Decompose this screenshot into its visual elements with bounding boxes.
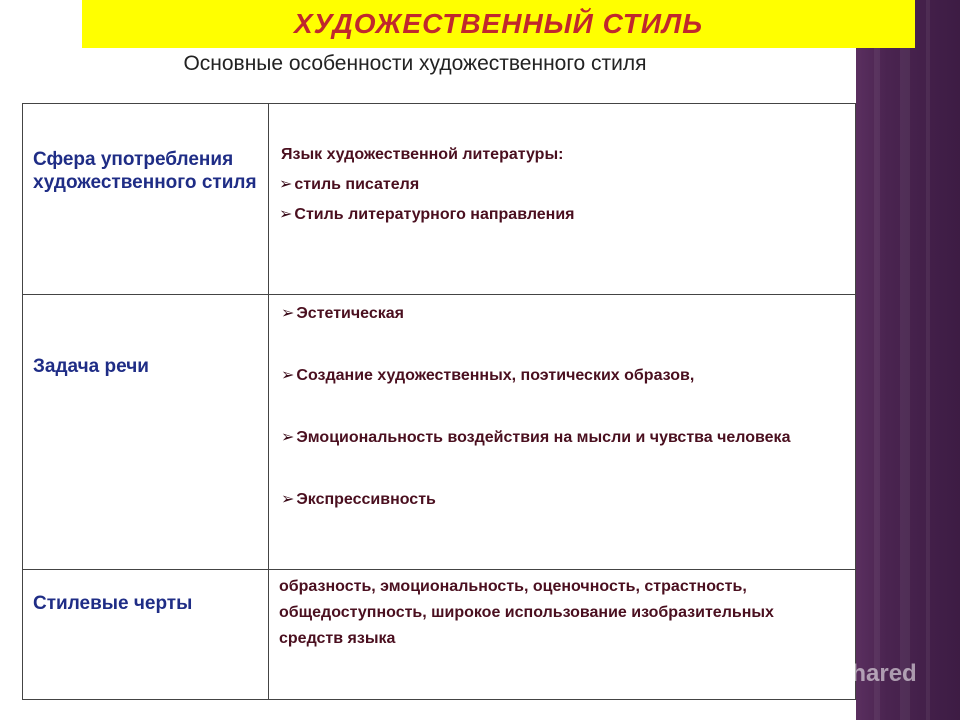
watermark-text: MyShared	[802, 660, 917, 687]
title-banner	[82, 0, 915, 48]
row-content-cell	[269, 295, 856, 570]
slide-subtitle: Основные особенности художественного стиля	[183, 52, 647, 75]
list-item: ➢ Эстетическая	[281, 301, 845, 327]
row-label: Задача речи	[33, 356, 149, 377]
decorative-side-strip	[856, 0, 960, 720]
slide-title: ХУДОЖЕСТВЕННЫЙ СТИЛЬ	[293, 8, 704, 39]
row-label: Сфера употребления художественного стиля	[33, 149, 257, 193]
row-label-cell	[23, 295, 269, 570]
list-item: ➢ Экспрессивность	[281, 487, 845, 513]
table-row	[23, 104, 856, 295]
presentation-icon	[768, 659, 798, 689]
arrow-bullet-icon: ➢	[281, 429, 295, 446]
list-item: ➢ стиль писателя	[279, 172, 845, 198]
row-label-cell	[23, 570, 269, 700]
list-item: ➢ Эмоциональность воздействия на мысли и чувства человека	[281, 425, 801, 451]
arrow-bullet-icon: ➢	[281, 491, 295, 508]
table-row	[23, 570, 856, 700]
table-row	[23, 295, 856, 570]
row-intro: Язык художественной литературы:	[281, 146, 564, 163]
decorative-stripe	[900, 0, 910, 720]
list-item: ➢ Создание художественных, поэтических образов,	[281, 363, 845, 389]
arrow-bullet-icon: ➢	[281, 367, 295, 384]
list-item: ➢ Стиль литературного направления	[279, 202, 845, 228]
row-label-cell	[23, 104, 269, 295]
decorative-stripe	[926, 0, 930, 720]
row-label: Стилевые черты	[33, 593, 193, 614]
decorative-stripe	[874, 0, 880, 720]
watermark-logo	[768, 656, 928, 692]
arrow-bullet-icon: ➢	[279, 206, 293, 223]
row-text: образность, эмоциональность, оценочность, страстность, общедоступность, широкое использование изобразительных средств языка	[279, 578, 774, 647]
row-content-cell	[269, 104, 856, 295]
arrow-bullet-icon: ➢	[281, 305, 295, 322]
features-table	[22, 103, 856, 700]
arrow-bullet-icon: ➢	[279, 176, 293, 193]
